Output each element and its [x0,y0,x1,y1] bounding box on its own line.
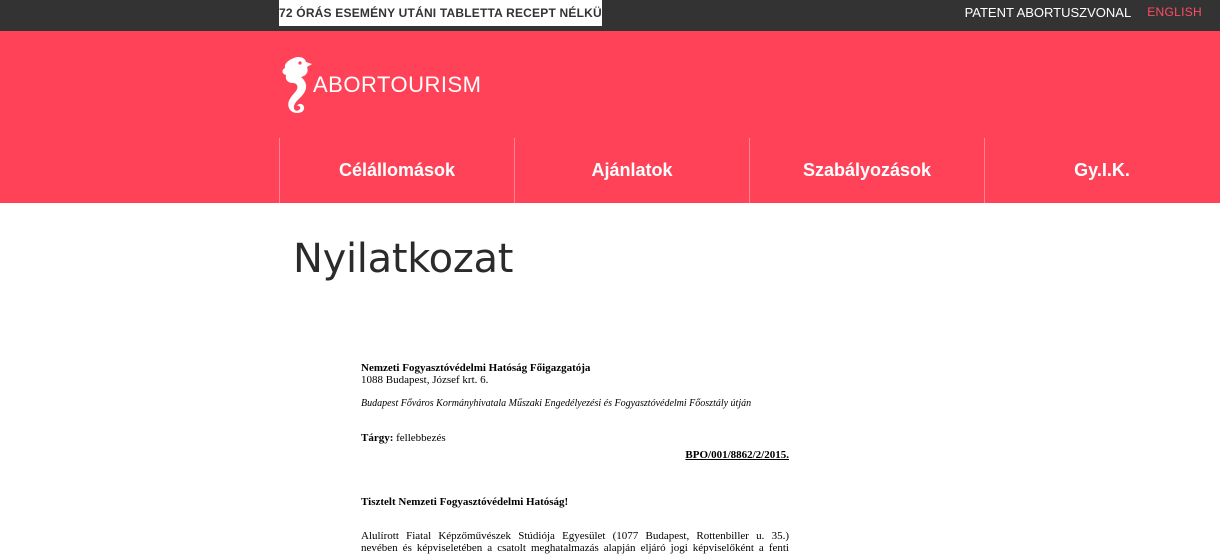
doc-reference: BPO/001/8862/2/2015. [685,449,789,461]
doc-addressee: Nemzeti Fogyasztóvédelmi Hatóság Főigazgatója [361,362,591,374]
doc-body-line-1: Alulírott Fiatal Képzőművészek Stúdiója Egyesület (1077 Budapest, Rottenbiller u. 35.) [361,530,789,542]
top-links [965,0,1202,24]
doc-subject-text: fellebbezés [393,432,446,444]
top-bar [0,0,1220,31]
doc-body-line-2: nevében és képviseletében a csatolt meghatalmazás alapján eljáró jogi képviselőként a fenti [361,542,789,554]
doc-address: 1088 Budapest, József krt. 6. [361,374,489,386]
nav-item-regulations[interactable]: Szabályozások [749,138,984,203]
logo-text: ABORTOURISM [313,72,482,97]
main-nav [279,138,1220,203]
promo-banner[interactable]: 72 ÓRÁS ESEMÉNY UTÁNI TABLETTA RECEPT NÉLKÜL [279,0,602,26]
doc-salutation: Tisztelt Nemzeti Fogyasztóvédelmi Hatóság! [361,496,569,508]
doc-subject [361,432,446,444]
doc-subject-label: Tárgy: [361,432,394,444]
hotline-link[interactable]: PATENT ABORTUSZVONAL [964,4,1132,20]
site-logo[interactable] [279,56,482,114]
nav-item-faq[interactable]: Gy.I.K. [984,138,1219,203]
nav-item-offers[interactable]: Ajánlatok [514,138,749,203]
doc-via: Budapest Főváros Kormányhivatala Műszaki Engedélyezési és Fogyasztóvédelmi Főosztály útján [361,398,752,409]
nav-item-destinations[interactable]: Célállomások [279,138,514,203]
seahorse-icon [279,56,313,114]
site-header [0,31,1220,203]
language-switch[interactable]: ENGLISH [1147,5,1202,19]
page-title: Nyilatkozat [293,236,514,282]
